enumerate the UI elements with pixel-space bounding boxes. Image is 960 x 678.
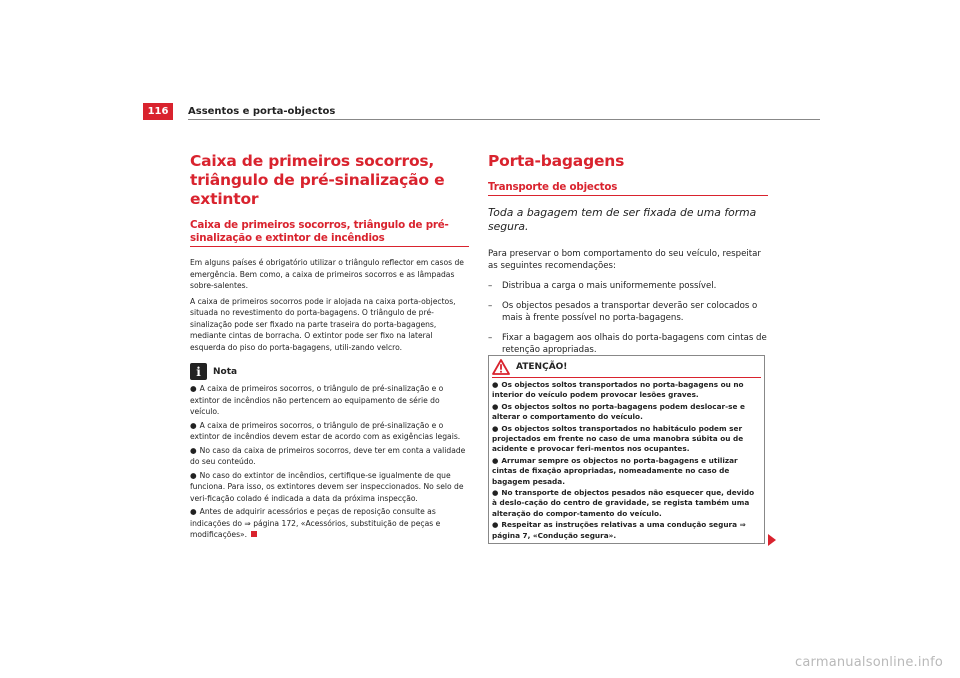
bullet-icon: ● bbox=[492, 380, 499, 389]
list-item: ● Arrumar sempre os objectos no porta-bagagens e utilizar cintas de fixação apropriadas, nomeadamente no caso de bagagem pesada. bbox=[492, 455, 738, 486]
watermark: carmanualsonline.info bbox=[795, 655, 944, 670]
warning-triangle-icon bbox=[492, 359, 510, 375]
page-number: 116 bbox=[143, 103, 173, 120]
list-item: ● Os objectos soltos transportados no porta-bagagens ou no interior do veículo podem provocar lesões graves. bbox=[492, 380, 744, 400]
bullet-icon: ● bbox=[190, 384, 197, 393]
bullet-icon: ● bbox=[492, 455, 499, 465]
list-item: – Distribua a carga o mais uniformemente possível. bbox=[488, 280, 768, 292]
bullet-icon: ● bbox=[492, 488, 499, 498]
paragraph: Em alguns países é obrigatório utilizar o triângulo reflector em casos de emergência. Bem como, a caixa de primeiros socorros e as lâmpadas sobre-salentes. bbox=[190, 258, 464, 290]
warning-header bbox=[489, 356, 764, 377]
info-note-icon: i bbox=[190, 363, 207, 380]
section-title-first-aid: Caixa de primeiros socorros, triângulo de pré-sinalização e extintor bbox=[190, 152, 445, 208]
list-item: ● A caixa de primeiros socorros, o triângulo de pré-sinalização e o extintor de incêndios devem estar de acordo com as exigências legais. bbox=[190, 420, 461, 441]
paragraph: A caixa de primeiros socorros pode ir alojada na caixa porta-objectos, situada no revestimento do porta-bagagens. O triângulo de pré-sinalização pode ser fixado na parte traseira do porta-bagagens, mediante cintas de borracha. O extintor pode ser fixo na lateral esquerda do piso do porta-bagagens, utili-zando velcro. bbox=[190, 296, 456, 352]
bullet-icon: ● bbox=[492, 520, 499, 530]
page-header bbox=[143, 103, 820, 121]
list-item: ● No caso da caixa de primeiros socorros, deve ter em conta a validade do seu conteúdo. bbox=[190, 445, 466, 466]
end-of-section-icon bbox=[251, 531, 257, 537]
list-item: ● Respeitar as instruções relativas a uma condução segura ⇒ página 7, «Condução segura». bbox=[492, 520, 746, 540]
bullet-icon: ● bbox=[492, 401, 499, 411]
recommendation-list bbox=[488, 280, 768, 356]
list-item: ● Os objectos soltos transportados no habitáculo podem ser projectados em frente no caso de uma manobra súbita ou de acidente e provocar feri-mentos nos ocupantes. bbox=[492, 423, 744, 454]
warning-box bbox=[488, 355, 765, 544]
bullet-icon: ● bbox=[190, 420, 197, 430]
list-item: – Fixar a bagagem aos olhais do porta-bagagens com cintas de retenção apropriadas. bbox=[488, 332, 768, 356]
bullet-icon: ● bbox=[190, 507, 197, 516]
section-title-luggage: Porta-bagagens bbox=[488, 152, 625, 170]
running-title: Assentos e porta-objectos bbox=[188, 106, 336, 117]
note-list bbox=[190, 383, 469, 541]
continue-arrow-icon bbox=[768, 534, 776, 546]
warning-list bbox=[489, 380, 764, 541]
note-header bbox=[190, 363, 469, 380]
left-column bbox=[190, 152, 469, 543]
header-divider bbox=[188, 119, 820, 120]
list-item: – Os objectos pesados a transportar deverão ser colocados o mais à frente possível no porta-bagagens. bbox=[488, 300, 768, 324]
bullet-icon: ● bbox=[190, 470, 197, 480]
note-title: Nota bbox=[213, 366, 238, 377]
list-item: ● No caso do extintor de incêndios, certifique-se igualmente de que funciona. Para isso, os extintores devem ser inspeccionados. No selo de veri-ficação colado é indicada a data da próxima inspecção. bbox=[190, 470, 464, 503]
intro-paragraph: Para preservar o bom comportamento do seu veículo, respeitar as seguintes recomendações: bbox=[488, 249, 761, 271]
bullet-icon: ● bbox=[492, 423, 499, 433]
warning-title: ATENÇÃO! bbox=[516, 362, 568, 372]
list-item: ● Antes de adquirir acessórios e peças de reposição consulte as indicações do ⇒ página 172, «Acessórios, substituição de peças e modificações». bbox=[190, 507, 441, 539]
lead-sentence: Toda a bagagem tem de ser fixada de uma forma segura. bbox=[488, 206, 757, 233]
right-column bbox=[488, 152, 768, 364]
subsection-title-transport: Transporte de objectos bbox=[488, 181, 768, 196]
bullet-icon: ● bbox=[190, 445, 197, 455]
list-item: ● A caixa de primeiros socorros, o triângulo de pré-sinalização e o extintor de incêndios não pertencem ao equipamento de série do veículo. bbox=[190, 384, 444, 416]
warning-divider bbox=[492, 377, 761, 378]
list-item: ● No transporte de objectos pesados não esquecer que, devido à deslo-cação do centro de gravidade, se regista também uma alteração do compor-tamento do veículo. bbox=[492, 488, 755, 518]
subsection-title-first-aid: Caixa de primeiros socorros, triângulo de pré-sinalização e extintor de incêndios bbox=[190, 219, 469, 247]
list-item: ● Os objectos soltos no porta-bagagens podem deslocar-se e alterar o comportamento do veículo. bbox=[492, 401, 745, 422]
